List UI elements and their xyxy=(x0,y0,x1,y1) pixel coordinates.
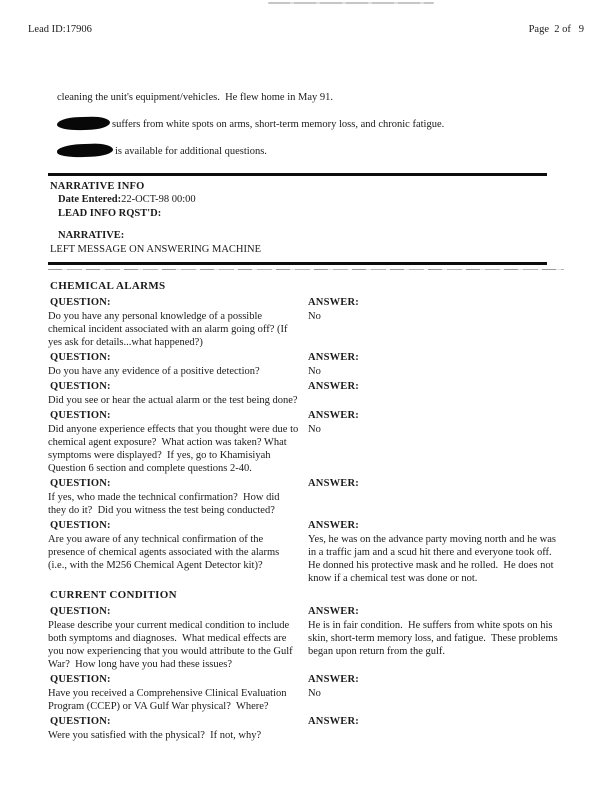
narrative-label: NARRATIVE: xyxy=(58,230,125,241)
qa-rows xyxy=(48,296,565,585)
question-label: QUESTION: xyxy=(50,478,111,489)
answer-column xyxy=(308,351,565,378)
date-entered-value: 22-OCT-98 00:00 xyxy=(121,194,196,205)
question-text: Were you satisfied with the physical? If not, why? xyxy=(48,730,262,741)
intro-line-3-text: is available for additional questions. xyxy=(115,146,267,157)
intro-paragraphs xyxy=(57,91,561,158)
question-label: QUESTION: xyxy=(50,716,111,727)
qa-row xyxy=(48,605,565,671)
question-column xyxy=(48,296,300,349)
answer-text: No xyxy=(308,688,321,699)
answer-label: ANSWER: xyxy=(308,410,359,421)
question-column xyxy=(48,673,300,713)
question-label: QUESTION: xyxy=(50,381,111,392)
answer-column xyxy=(308,409,565,475)
question-label: QUESTION: xyxy=(50,606,111,617)
answer-column xyxy=(308,380,565,407)
answer-column xyxy=(308,519,565,585)
lead-info-rqstd-row xyxy=(58,207,561,221)
question-column xyxy=(48,409,300,475)
page-header xyxy=(0,0,611,36)
question-text: Did you see or hear the actual alarm or the test being done? xyxy=(48,395,298,406)
section-title: CURRENT CONDITION xyxy=(50,589,177,601)
question-text: Did anyone experience effects that you thought were due to chemical agent exposure? What action was taken? What symptoms were displayed? If yes, go to Khamisiyah Question 6 section and complete questions 2-40. xyxy=(48,424,301,474)
qa-row xyxy=(48,296,565,349)
qa-row xyxy=(48,409,565,475)
question-column xyxy=(48,715,300,742)
question-label: QUESTION: xyxy=(50,297,111,308)
question-text: Are you aware of any technical confirmation of the presence of chemical agents associated with the alarms (i.e., with the M256 Chemical Agent Detector kit)? xyxy=(48,534,282,571)
qa-row xyxy=(48,673,565,713)
question-column xyxy=(48,351,300,378)
answer-label: ANSWER: xyxy=(308,297,359,308)
answer-label: ANSWER: xyxy=(308,478,359,489)
scan-artifact-line xyxy=(268,2,434,4)
answer-text: No xyxy=(308,311,321,322)
question-column xyxy=(48,380,300,407)
answer-column xyxy=(308,477,565,517)
section-chemical-alarms xyxy=(48,280,565,585)
question-text: Have you received a Comprehensive Clinical Evaluation Program (CCEP) or VA Gulf War physical? Where? xyxy=(48,688,290,712)
redaction-bar xyxy=(57,143,113,158)
qa-sections xyxy=(48,280,565,742)
answer-label: ANSWER: xyxy=(308,674,359,685)
redaction-bar xyxy=(57,116,110,130)
question-column xyxy=(48,605,300,671)
intro-line-2-text: suffers from white spots on arms, short-term memory loss, and chronic fatigue. xyxy=(112,119,445,130)
answer-label: ANSWER: xyxy=(308,606,359,617)
intro-line-1: cleaning the unit's equipment/vehicles. He flew home in May 91. xyxy=(57,92,333,103)
answer-text: Yes, he was on the advance party moving north and he was in a traffic jam and a scud hit there and everyone took off. He donned his protective mask and he rolled. He does not know if a chemical test was done or not. xyxy=(308,534,559,584)
question-text: Do you have any evidence of a positive detection? xyxy=(48,366,260,377)
intro-line-3 xyxy=(57,144,561,158)
answer-column xyxy=(308,605,565,671)
section-title: CHEMICAL ALARMS xyxy=(50,280,166,292)
qa-row xyxy=(48,380,565,407)
answer-column xyxy=(308,715,565,742)
qa-row xyxy=(48,519,565,585)
question-text: Do you have any personal knowledge of a possible chemical incident associated with an alarm going off? (If yes ask for details...what happened?) xyxy=(48,311,291,348)
date-entered-row xyxy=(58,193,561,207)
answer-label: ANSWER: xyxy=(308,352,359,363)
qa-rows xyxy=(48,605,565,742)
intro-line-2 xyxy=(57,117,561,131)
qa-row xyxy=(48,477,565,517)
narrative-info-title: NARRATIVE INFO xyxy=(50,181,145,192)
answer-label: ANSWER: xyxy=(308,381,359,392)
page-number-label: Page 2 of 9 xyxy=(528,24,584,35)
answer-text: No xyxy=(308,424,321,435)
answer-column xyxy=(308,296,565,349)
lead-id-label: Lead ID:17906 xyxy=(28,24,92,35)
narrative-value: LEFT MESSAGE ON ANSWERING MACHINE xyxy=(50,244,261,255)
qa-row xyxy=(48,351,565,378)
section-divider-double xyxy=(48,262,547,270)
question-text: If yes, who made the technical confirmation? How did they do it? Did you witness the test being conducted? xyxy=(48,492,283,516)
question-label: QUESTION: xyxy=(50,674,111,685)
question-text: Please describe your current medical condition to include both symptoms and diagnoses. What medical effects are you now experiencing that you would attribute to the Gulf War? How long have you had these issues? xyxy=(48,620,296,670)
section-current-condition xyxy=(48,589,565,742)
question-label: QUESTION: xyxy=(50,352,111,363)
answer-label: ANSWER: xyxy=(308,520,359,531)
answer-label: ANSWER: xyxy=(308,716,359,727)
question-label: QUESTION: xyxy=(50,520,111,531)
question-column xyxy=(48,519,300,585)
lead-info-rqstd-label: LEAD INFO RQST'D: xyxy=(58,207,162,219)
section-divider-top xyxy=(48,173,547,176)
answer-column xyxy=(308,673,565,713)
question-column xyxy=(48,477,300,517)
narrative-info-section xyxy=(50,180,561,257)
qa-row xyxy=(48,715,565,742)
answer-text: No xyxy=(308,366,321,377)
date-entered-label: Date Entered: xyxy=(58,194,122,205)
question-label: QUESTION: xyxy=(50,410,111,421)
answer-text: He is in fair condition. He suffers from white spots on his skin, short-term memory loss, and fatigue. These problems began upon return from the gulf. xyxy=(308,620,561,657)
narrative-label-row xyxy=(58,229,561,243)
